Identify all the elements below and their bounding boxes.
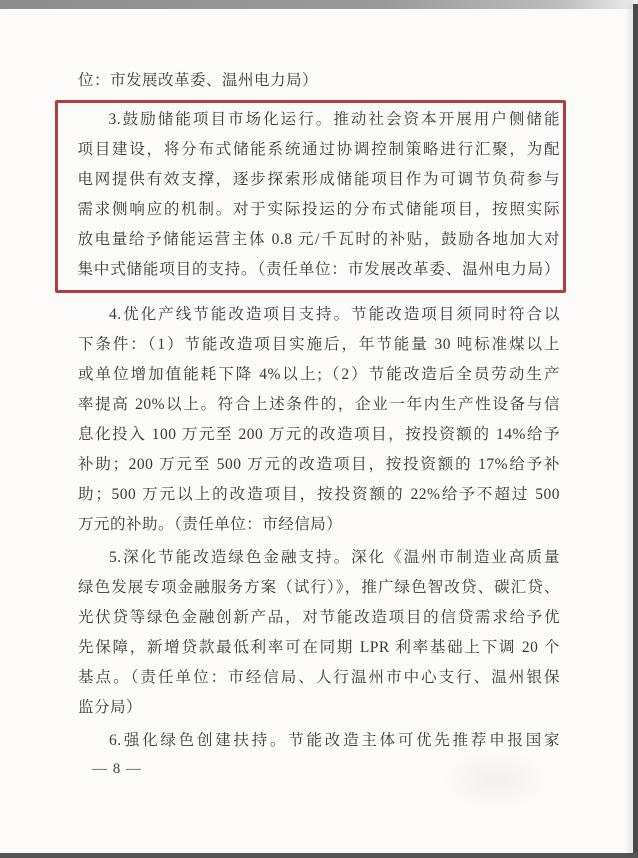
text-line: 助；500 万元以上的改造项目，按投资额的 22%给予不超过 500 — [78, 486, 560, 503]
text-line: 3.鼓励储能项目市场化运行。推动社会资本开展用户侧储能 — [108, 111, 560, 128]
page-number: — 8 — — [92, 761, 142, 777]
text-line: 光伏贷等绿色金融创新产品，对节能改造项目的信贷需求给予优 — [78, 609, 560, 626]
text-line: 息化投入 100 万元至 200 万元的改造项目，按投资额的 14%给予 — [78, 426, 560, 443]
document-body — [78, 66, 560, 756]
text-line: 下条件：（1）节能改造项目实施后，年节能量 30 吨标准煤以上 — [78, 336, 560, 353]
right-scan-edge — [633, 4, 638, 858]
text-line: 先保障，新增贷款最低利率可在同期 LPR 利率基础上下调 20 个 — [78, 639, 560, 656]
text-line: 万元的补助。（责任单位：市经信局） — [78, 516, 343, 533]
text-line: 补助；200 万元至 500 万元的改造项目，按投资额的 17%给予补 — [78, 456, 560, 473]
paragraph-green-creation — [78, 726, 560, 756]
text-line: 6.强化绿色创建扶持。节能改造主体可优先推荐申报国家 — [109, 732, 560, 749]
text-line: 率提高 20%以上。符合上述条件的，企业一年内生产性设备与信 — [78, 396, 560, 413]
top-scan-edge — [0, 0, 638, 9]
bottom-scan-edge — [0, 853, 638, 858]
text-line: 需求侧响应的机制。对于实际投运的分布式储能项目，按照实际 — [77, 201, 560, 218]
text-line: 监分局） — [78, 699, 143, 716]
text-line: 电网提供有效支撑，逐步探索形成储能项目作为可调节负荷参与 — [77, 171, 560, 188]
highlight-red-box — [55, 100, 566, 293]
paragraph-retrofit-support — [78, 300, 560, 540]
text-line: 5.深化节能改造绿色金融支持。深化《温州市制造业高质量 — [109, 549, 560, 566]
text-line: 位：市发展改革委、温州电力局） — [78, 72, 319, 89]
text-line: 或单位增加值能耗下降 4%以上;（2）节能改造后全员劳动生产 — [78, 366, 560, 383]
paragraph-green-finance — [78, 543, 560, 723]
photo-shadow — [440, 750, 550, 810]
text-line: 项目建设，将分布式储能系统通过协调控制策略进行汇聚，为配 — [77, 141, 560, 158]
text-line: 集中式储能项目的支持。（责任单位：市发展改革委、温州电力局） — [77, 261, 560, 278]
text-line: 放电量给予储能运营主体 0.8 元/千瓦时的补贴，鼓励各地加大对 — [77, 231, 560, 248]
text-line: 基点。（责任单位：市经信局、人行温州市中心支行、温州银保 — [78, 669, 560, 686]
text-line: 4.优化产线节能改造项目支持。节能改造项目须同时符合以 — [109, 306, 560, 323]
text-line: 绿色发展专项金融服务方案（试行）》，推广绿色智改贷、碳汇贷、 — [78, 579, 560, 596]
continuation-paragraph — [78, 66, 560, 96]
